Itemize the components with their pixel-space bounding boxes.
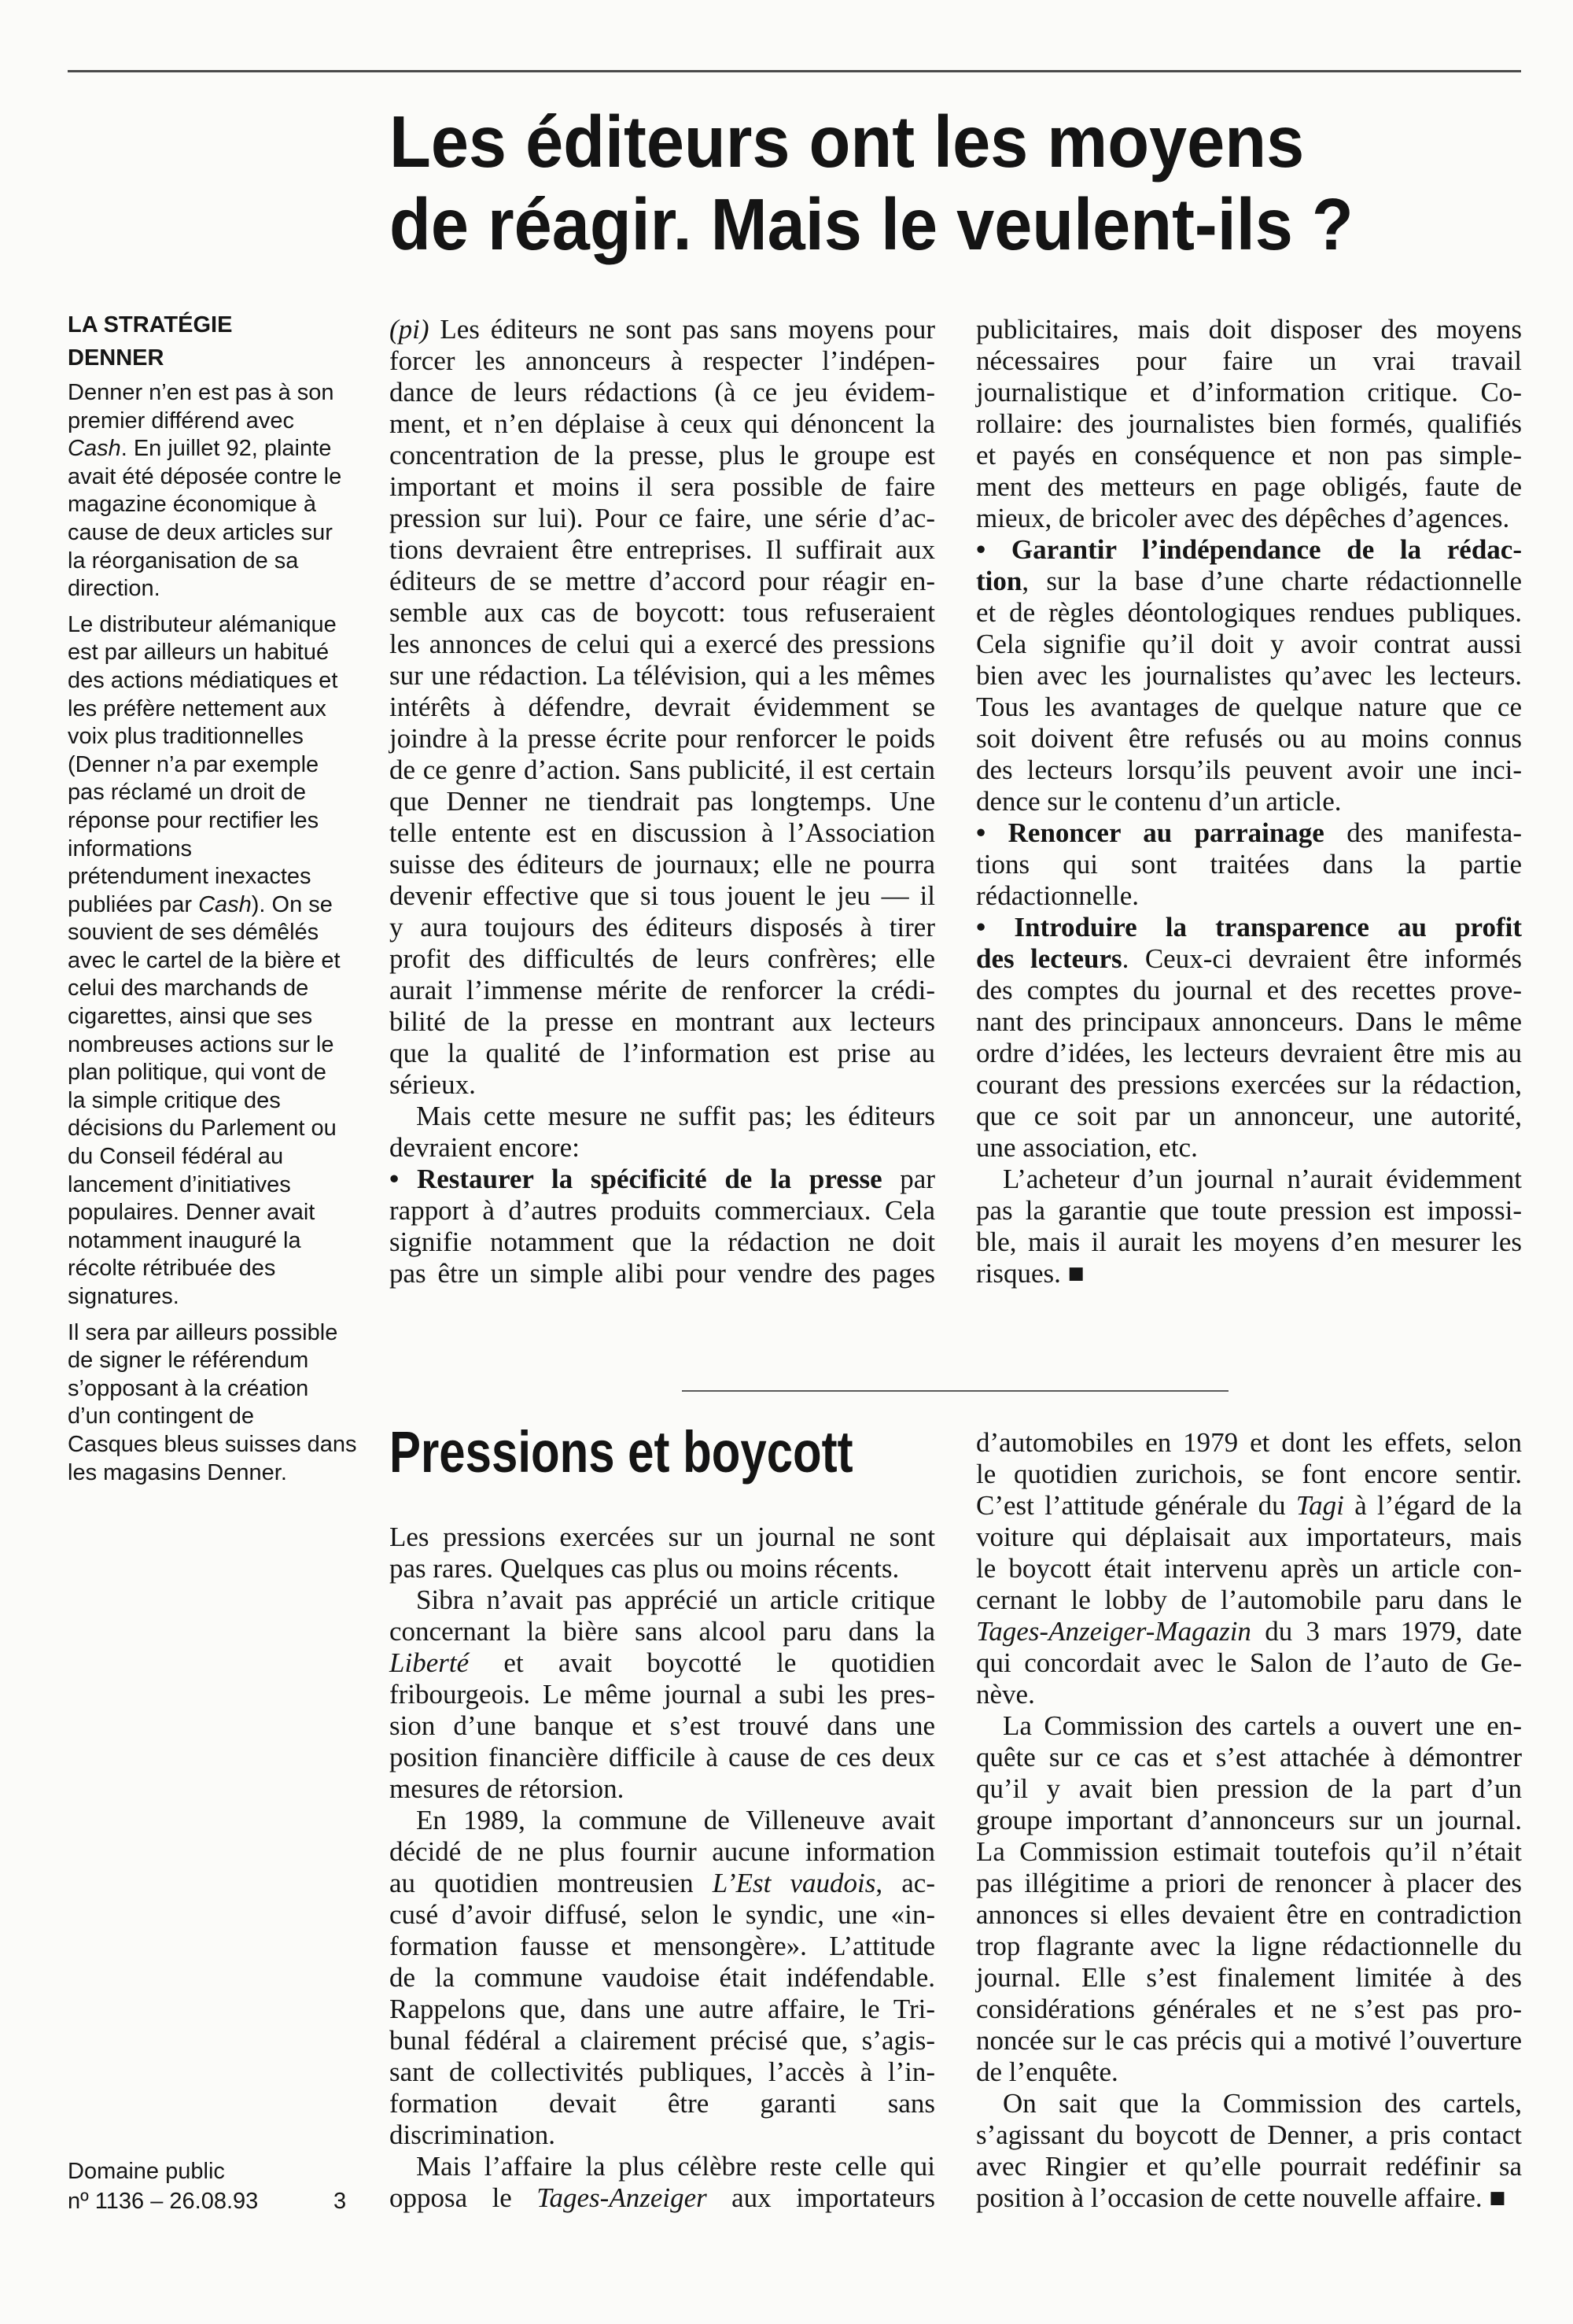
text-line (976, 1616, 1522, 1647)
text-line: souvient de ses démêlés (68, 920, 319, 946)
text-line: cigarettes, ainsi que ses (68, 1004, 313, 1030)
text-segment: des manifesta- (1324, 817, 1522, 848)
section-divider (682, 1390, 1229, 1392)
text-line: tions devraient être entreprises. Il suffirait aux (389, 534, 935, 565)
text-line: cernant le lobby de l’automobile paru dans le (976, 1584, 1522, 1615)
paragraph (389, 1805, 935, 2151)
text-line: populaires. Denner avait (68, 1200, 315, 1226)
italic-text: Cash (68, 436, 121, 462)
text-line: des lecteurs lorsqu’ils peuvent avoir une inci- (976, 754, 1522, 785)
text-line: soit doivent être refusés ou au moins connus (976, 723, 1522, 754)
text-line: que la qualité de l’information est prise au (389, 1038, 935, 1068)
italic-text: Tagi (1295, 1490, 1344, 1521)
text-line: informations (68, 836, 192, 861)
text-line: nève. (976, 1679, 1035, 1710)
text-line: rapport à d’autres produits commerciaux. Cela (389, 1195, 935, 1226)
paragraph (976, 534, 1522, 817)
text-line: Le distributeur alémanique (68, 611, 337, 637)
text-line: sion d’une banque et s’est trouvé dans une (389, 1710, 935, 1741)
text-line: formation devait être garanti sans (389, 2088, 935, 2119)
text-line: quête sur ce cas et s’est attachée à démontrer (976, 1742, 1522, 1773)
text-line: intérêts à défendre, devrait évidemment se (389, 692, 935, 722)
text-line: et payés en conséquence et non pas simple- (976, 440, 1522, 470)
text-line: bien avec les journalistes qu’avec les lecteurs. (976, 660, 1522, 691)
text-line: pression sur lui). Pour ce faire, une série d’ac- (389, 503, 935, 533)
text-line: la simple critique des (68, 1087, 281, 1113)
text-line (389, 1647, 935, 1679)
paragraph (976, 314, 1522, 534)
bold-text: des lecteurs (976, 943, 1122, 974)
text-line: L’acheteur d’un journal n’aurait évidemment (1003, 1164, 1522, 1194)
text-line: qui concordait avec le Salon de l’auto de Ge- (976, 1647, 1522, 1678)
text-segment: . Ceux-ci devraient être informés (1122, 943, 1522, 974)
text-line: voix plus traditionnelles (68, 724, 304, 750)
text-line: de l’enquête. (976, 2057, 1118, 2087)
text-line: position financière difficile à cause de ces deux (389, 1742, 935, 1773)
italic-text: Tages-Anzeiger (536, 2182, 707, 2213)
text-line: pas rares. Quelques cas plus ou moins récents. (389, 1553, 900, 1584)
paragraph (68, 379, 367, 603)
text-line: signatures. (68, 1284, 179, 1309)
text-segment: à l’égard de la (1343, 1490, 1523, 1521)
text-segment: opposa le (389, 2182, 537, 2213)
text-line: des actions médiatiques et (68, 667, 338, 693)
top-rule (68, 70, 1521, 72)
paragraph (389, 1101, 935, 1164)
text-line: devenir effective que si tous jouent le jeu — il (389, 880, 935, 911)
text-line: On sait que la Commission des cartels, (1003, 2088, 1522, 2119)
text-line: notamment inauguré la (68, 1227, 301, 1253)
text-line: concernant la bière sans alcool paru dans la (389, 1616, 935, 1647)
text-line: La Commission des cartels a ouvert une en- (1003, 1710, 1522, 1741)
italic-text: Liberté (389, 1647, 470, 1678)
text-segment: ). On se (251, 891, 333, 917)
paragraph (389, 1584, 935, 1805)
text-line (976, 534, 1522, 566)
text-line: ble, mais il aurait les moyens d’en mesurer les (976, 1227, 1522, 1257)
text-line: réponse pour rectifier les (68, 807, 319, 833)
paragraph (68, 611, 367, 1311)
text-line: d’un contingent de (68, 1404, 255, 1429)
text-segment: et avait boycotté le quotidien (469, 1647, 935, 1678)
text-line: profit des difficultés de leurs confrères; elle (389, 943, 935, 974)
text-line: cause de deux articles sur (68, 519, 333, 545)
headline-line-2: de réagir. Mais le veulent-ils ? (389, 183, 1354, 265)
text-line: de signer le référendum (68, 1348, 309, 1374)
text-line: premier différend avec (68, 408, 295, 433)
text-line: Les pressions exercées sur un journal ne sont (389, 1522, 935, 1552)
text-segment: publiées par (68, 891, 199, 917)
paragraph (389, 314, 935, 1101)
text-line: celui des marchands de (68, 976, 309, 1002)
text-line: de ce genre d’action. Sans publicité, il est certain (389, 754, 935, 785)
text-line: Il sera par ailleurs possible (68, 1319, 338, 1345)
text-line: ment, et n’en déplaise à ceux qui dénoncent la (389, 408, 935, 439)
text-line: Cela signifie qu’il doit y avoir contrat aussi (976, 629, 1522, 659)
text-line (389, 2182, 935, 2214)
text-line (976, 943, 1522, 975)
text-line: courant des pressions exercées sur la rédaction, (976, 1069, 1522, 1100)
headline-line-1: Les éditeurs ont les moyens (389, 101, 1305, 183)
text-line: publicitaires, mais doit disposer des moyens (976, 314, 1522, 345)
text-line (389, 1868, 935, 1899)
text-line: journalistique et d’information critique. Co- (976, 377, 1522, 408)
text-line: que Denner ne tiendrait pas longtemps. Une (389, 786, 935, 817)
text-line: qu’il y avait bien pression de la part d’un (976, 1773, 1522, 1804)
text-segment: Les éditeurs ne sont pas sans moyens pour (429, 314, 935, 345)
text-line: ment des metteurs en page obligés, faute de (976, 471, 1522, 502)
text-line: éditeurs de se mettre d’accord pour réagir en- (389, 566, 935, 596)
article-1-headline (389, 101, 1354, 266)
text-line (976, 566, 1522, 597)
text-line: discrimination. (389, 2119, 555, 2150)
issue-date: nº 1136 – 26.08.93 (68, 2189, 259, 2214)
text-line: ordre d’idées, les lecteurs devraient être mis au (976, 1038, 1522, 1068)
text-line: s’agissant du boycott de Denner, a pris contact (976, 2119, 1522, 2150)
paragraph (68, 1319, 367, 1488)
text-line: pas être un simple alibi pour vendre des pages (389, 1258, 935, 1289)
text-line (68, 435, 367, 463)
text-line: formation fausse et mensongère». L’attitude (389, 1931, 935, 1961)
text-line: risques. ■ (976, 1258, 1085, 1289)
text-line: avec le cartel de la bière et (68, 947, 341, 973)
sidebar-title (68, 308, 232, 374)
article-2-column-1 (389, 1522, 935, 2214)
paragraph (389, 2151, 935, 2214)
text-line: des comptes du journal et des recettes prove- (976, 975, 1522, 1005)
text-line: lancement d’initiatives (68, 1171, 291, 1197)
text-line: Rappelons que, dans une autre affaire, le Tri- (389, 1994, 935, 2024)
text-line (976, 817, 1522, 849)
text-segment: au quotidien montreusien (389, 1868, 713, 1898)
text-line: concentration de la presse, plus le groupe est (389, 440, 935, 470)
paragraph (976, 1710, 1522, 2088)
paragraph (976, 817, 1522, 912)
text-line: et de règles déontologiques rendues publiques. (976, 597, 1522, 628)
paragraph (389, 1164, 935, 1289)
text-segment: du 3 mars 1979, date (1251, 1616, 1522, 1647)
text-line: signifie notamment que la rédaction ne doit (389, 1227, 935, 1257)
text-segment: . En juillet 92, plainte (120, 436, 332, 462)
text-line: En 1989, la commune de Villeneuve avait (416, 1805, 935, 1835)
text-line: forcer les annonceurs à respecter l’indépen- (389, 345, 935, 376)
text-line: est par ailleurs un habitué (68, 640, 330, 666)
text-line: décidé de ne plus fournir aucune information (389, 1836, 935, 1867)
text-line: position à l’occasion de cette nouvelle affaire. ■ (976, 2182, 1506, 2213)
text-line (389, 314, 935, 345)
text-segment: aux importateurs (706, 2182, 935, 2213)
italic-text: Cash (198, 891, 252, 917)
text-line: Denner n’en est pas à son (68, 380, 334, 405)
text-line: de la commune vaudoise était indéfendable. (389, 1962, 935, 1993)
text-line: rollaire: des journalistes bien formés, qualifiés (976, 408, 1522, 439)
text-line: les magasins Denner. (68, 1459, 287, 1485)
text-line: sérieux. (389, 1069, 476, 1100)
text-line: trop flagrante avec la ligne rédactionnelle du (976, 1931, 1522, 1961)
text-line: cusé d’avoir diffusé, selon le syndic, une «in- (389, 1899, 935, 1930)
text-line: noncée sur le cas précis qui a motivé l’ouverture (976, 2025, 1522, 2056)
text-line: y aura toujours des éditeurs disposés à tirer (389, 912, 935, 943)
text-line: les annonces de celui qui a exercé des pressions (389, 629, 935, 659)
text-segment: par (882, 1164, 935, 1194)
text-line: semble aux cas de boycott: tous refuseraient (389, 597, 935, 628)
text-line: avec Ringier et qu’elle pourrait redéfinir sa (976, 2151, 1522, 2182)
text-line: pas illégitime a priori de renoncer à placer des (976, 1868, 1522, 1898)
text-line: dence sur le contenu d’un article. (976, 786, 1342, 817)
text-line: récolte rétribuée des (68, 1256, 276, 1282)
italic-text: L’Est vaudois (712, 1868, 876, 1898)
text-line (68, 891, 367, 920)
text-line: du Conseil fédéral au (68, 1144, 284, 1170)
italic-text: (pi) (389, 314, 429, 345)
text-line: aurait l’immense mérite de renforcer la crédi- (389, 975, 935, 1005)
text-line: direction. (68, 576, 160, 602)
text-line: annonces si elles devaient être en contradiction (976, 1899, 1522, 1930)
text-line: important et moins il sera possible de faire (389, 471, 935, 502)
text-line: le quotidien zurichois, se font encore sentir. (976, 1459, 1522, 1489)
text-line: Mais cette mesure ne suffit pas; les éditeurs (416, 1101, 935, 1131)
italic-text: Tages-Anzeiger-Magazin (976, 1616, 1251, 1647)
text-line: Tous les avantages de quelque nature que ce (976, 692, 1522, 722)
sidebar-title-line-1: LA STRATÉGIE (68, 312, 233, 338)
paragraph (976, 1164, 1522, 1289)
text-line: Casques bleus suisses dans (68, 1431, 357, 1457)
text-line: (Denner n’a par exemple (68, 751, 319, 777)
text-line: plan politique, qui vont de (68, 1060, 326, 1086)
footer-publication (68, 2156, 258, 2216)
text-line: La Commission estimait toutefois qu’il n’était (976, 1836, 1522, 1867)
text-line (389, 1164, 935, 1195)
text-line: sant de collectivités publiques, l’accès à l’in- (389, 2057, 935, 2087)
text-segment: , ac- (875, 1868, 935, 1898)
text-line: pas la garantie que toute pression est impossi- (976, 1195, 1522, 1226)
page-number: 3 (333, 2189, 347, 2214)
text-line: voiture qui déplaisait aux importateurs, mais (976, 1522, 1522, 1552)
text-line: nécessaires pour faire un vrai travail (976, 345, 1522, 376)
article-2-column-2 (976, 1427, 1522, 2214)
text-line: s’opposant à la création (68, 1375, 309, 1401)
text-line: Mais l’affaire la plus célèbre reste celle qui (416, 2151, 935, 2182)
text-line: telle entente est en discussion à l’Association (389, 817, 935, 848)
text-line: la réorganisation de sa (68, 548, 299, 574)
text-line: dance de leurs rédactions (à ce jeu évidem- (389, 377, 935, 408)
text-line: suisse des éditeurs de journaux; elle ne pourra (389, 849, 935, 880)
text-line: Sibra n’avait pas apprécié un article critique (416, 1584, 935, 1615)
text-line: mesures de rétorsion. (389, 1773, 624, 1804)
sidebar-title-line-2: DENNER (68, 345, 164, 371)
sidebar-body (68, 379, 367, 1487)
text-line: d’automobiles en 1979 et dont les effets, selon (976, 1427, 1522, 1458)
article-1-column-1 (389, 314, 935, 1289)
paragraph (976, 912, 1522, 1164)
text-segment: , sur la base d’une charte rédactionnelle (1022, 566, 1522, 596)
text-line: nombreuses actions sur le (68, 1031, 334, 1057)
text-line: joindre à la presse écrite pour renforcer le poids (389, 723, 935, 754)
text-line: mieux, de bricoler avec des dépêches d’agences. (976, 503, 1510, 533)
text-line: journal. Elle s’est finalement limitée à des (976, 1962, 1522, 1993)
text-line: une association, etc. (976, 1132, 1198, 1163)
article-1-column-2 (976, 314, 1522, 1289)
text-line: bilité de la presse en montrant aux lecteurs (389, 1006, 935, 1037)
article-2-headline: Pressions et boycott (389, 1419, 853, 1485)
bold-text: • Garantir l’indépendance de la rédac- (976, 534, 1522, 565)
bold-text: • Renoncer au parrainage (976, 817, 1324, 848)
text-line: que ce soit par un annonceur, une autorité, (976, 1101, 1522, 1131)
text-line: considérations générales et ne s’est pas pro- (976, 1994, 1522, 2024)
text-line: avait été déposée contre le (68, 463, 342, 489)
text-line: bunal fédéral a clairement précisé que, s’agis- (389, 2025, 935, 2056)
text-line: rédactionnelle. (976, 880, 1139, 911)
text-line (976, 912, 1522, 943)
text-line: le boycott était intervenu après un article con- (976, 1553, 1522, 1584)
text-segment: C’est l’attitude générale du (976, 1490, 1296, 1521)
paragraph (389, 1522, 935, 1584)
bold-text: • Restaurer la spécificité de la presse (389, 1164, 882, 1194)
text-line: fribourgeois. Le même journal a subi les pres- (389, 1679, 935, 1710)
bold-text: • Introduire la transparence au profit (976, 912, 1522, 943)
paragraph (976, 2088, 1522, 2214)
text-line: magazine économique à (68, 492, 316, 518)
text-line: groupe important d’annonceurs sur un journal. (976, 1805, 1522, 1835)
text-line: tions qui sont traitées dans la partie (976, 849, 1522, 880)
text-line: prétendument inexactes (68, 864, 311, 890)
text-line: sur une rédaction. La télévision, qui a les mêmes (389, 660, 935, 691)
text-line: les préfère nettement aux (68, 695, 326, 721)
text-line (976, 1490, 1522, 1522)
text-line: nant des principaux annonceurs. Dans le même (976, 1006, 1522, 1037)
text-line: devraient encore: (389, 1132, 580, 1163)
bold-text: tion (976, 566, 1022, 596)
publication-name: Domaine public (68, 2159, 225, 2184)
text-line: décisions du Parlement ou (68, 1116, 337, 1142)
text-line: pas réclamé un droit de (68, 780, 307, 806)
paragraph (976, 1427, 1522, 1710)
